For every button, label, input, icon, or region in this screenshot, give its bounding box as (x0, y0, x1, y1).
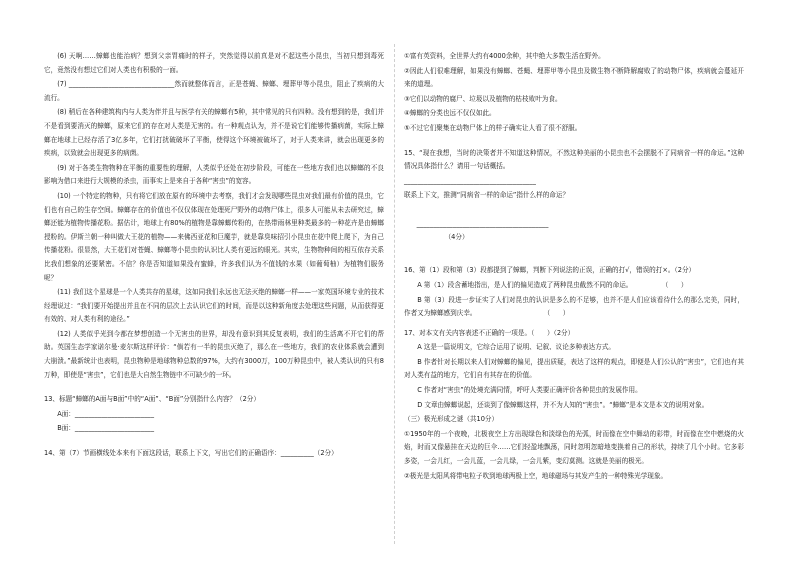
section-3-title: （三）极光形成之谜（共10分） (404, 415, 499, 424)
aurora-paragraph-1: ①1950年的一个夜晚，北极夜空上方出现绿色和淡绿色的光弧，时而像在空中舞动的彩带，时而像在空中燃烧的火焰，时而又像悬挂在天边的巨伞……它们轻盈地飘荡，同时忽明忽暗地变换着自己的形状，持续了几个小时。它多彩多姿，一会儿红，一会儿蓝，一会儿绿，一会儿紫，变幻莫测。这就是美丽的极光。 (404, 429, 744, 466)
sentence-3: ③它们以动物的腐尸、垃圾以及植物的枯枝败叶为食。 (404, 94, 562, 103)
question-13-answer-a: A面：________________________ (57, 409, 155, 418)
sentence-1: ①富有英资料，全世界大约有4000余种，其中绝大多数生活在野外。 (404, 52, 605, 60)
question-16-statement-a: A 第（1）段含蓄地指出，是人们的偏见造成了两种昆虫截然不同的命运。 （ ） (417, 280, 688, 289)
paragraph-6: (6) 天啊……蟑螂也能治病？想到父亲胃痛时的样子，突然觉得以前真是对不起这些小昆虫，当初只想到毒死它，竟然没有想过它们对人类也有积极的一面。 (44, 52, 384, 74)
paragraph-11: (11) 我们这个星球是一个人类共存的星球，这如同我们永远也无法灭绝的蟑螂一样——一家英国环境专业的技术经理说过：“我们要开始提出并且在不同的层次上去认识它们的时间，而是以这种新角度去处理这些问题，从而获得更有效的、对人类有利的途径。” (44, 288, 384, 324)
sentence-4: ④蟑螂的分类也远不仅仅如此。 (404, 109, 496, 118)
aurora-paragraph-2: ②极光是太阳风将带电粒子吹到地球两极上空，地球磁场与其发产生的一种特殊光学现象。 (404, 471, 668, 480)
right-column (404, 50, 744, 484)
question-17: 17、对本文有关内容表述不正确的一项是。（ ）（2分） (404, 328, 575, 337)
paragraph-8: (8) 稍后在各种建筑构内与人类为伴并且与医学有关的蟑螂有5种，其中常见的只有四种。没有想到的是，我们并不是看到要消灭的蟑螂，原来它们的存在对人类是无害的。有一种观点认为，并不是说它们能够传播病菌，实际上蟑螂在地球上已经存活了3亿多年，它们打扰破破坏了平衡，使得这个环境被破坏了，对于人类来讲，就会出现更多的疾病，以致就会出现更多的病菌。 (44, 108, 384, 158)
sentence-2: ②因此人们很难理解，如果没有蟑螂、苍蝇、埋葬甲等小昆虫及微生物不断降解腐败了的动物尸体，疾病就会蔓延开来的道理。 (404, 66, 744, 89)
sentence-5: ⑤不过它们聚集在动物尸体上的样子确实让人看了很不舒服。 (404, 123, 582, 132)
paragraph-10: (10) 一个特定的物种，只有将它们放在原有的环境中去考察，我们才会发现哪些昆虫对我们最有价值的昆虫，它们也有自己的生存空间。蟑螂存在的价值也不仅仅体现在处理死尸野外的动物尸体上，很多人可能从未去研究过，蟑螂还能为植物传播花粉。据估计，地球上有80%的植物是靠蟑螂传粉的，在热带雨林里种类最多的一种花卉是由蟑螂授粉的。伊斯兰朝一种叫做大王花的植物——来佛西亚花和巨魔芋，就是靠臭味招引小昆虫在花中爬上爬下，为自己传播花粉。很显然，大王花们对苍蝇、蟑螂等小昆虫的认识比人类有更远的眼光。其实，生物物种间的相互依存关系比我们想象的还要紧密。不信？你是否知道如果没有蜜蜂，许多我们认为不值钱的水果（如葡萄柚）为植物们服务呢？ (44, 191, 384, 282)
question-15-part-b: 联系上下文，推测“同病省一样的命运”指什么样的命运？ (404, 191, 570, 200)
left-column (44, 50, 384, 462)
question-13-answer-b: B面：________________________ (57, 424, 155, 433)
question-13: 13、标题“蟑螂的A面与B面”中的“A面”、“B面”分别指什么内容？（2分） (44, 395, 260, 404)
paragraph-9: (9) 对于各类生物物种在平衡的重要性的理解，人类似乎还处在初步阶段，可能在一些地方我们也以蟑螂的不良影响为借口来进行大规模的杀虫，而事实上是来自于各种“害虫”的宽容。 (44, 163, 384, 186)
question-17-option-a: A 这是一篇说明文，它综合运用了说明、记叙、议论多种表达方式。 (417, 343, 616, 352)
question-15: 15、“现在我想，当时的决策者并不知道这种情况，不然这种美丽的小昆虫也不会摆脱不了同病省一样的命运。”这种情况具体指什么？请用一句话概括。 (404, 148, 744, 171)
question-15-answer-line: ________________________________________ (404, 176, 536, 185)
question-15-part-b-answer-line (404, 204, 744, 258)
question-16-statement-b: B 第（3）段进一步证实了人们对昆虫的认识是多么的不足够，也并不是人们应该看待什么的那么完美，同时，作者又为蟑螂感到庆幸。 （ ） (404, 295, 744, 318)
paragraph-7: (7) ________________________________然而就整体而言，正是苍蝇、蟑螂、埋葬甲等小昆虫，阻止了疾病的大流行。 (44, 80, 384, 102)
question-15-part-b-line: ________________________________________ (416, 219, 549, 228)
question-17-option-b: B 作者针对长期以来人们对蟑螂的偏见，提出质疑，表达了这样的观点，即便是人们公认的“害虫”，它们也有其对人类有益的地方，它们自有其存在的价值。 (404, 357, 744, 380)
column-divider (394, 44, 395, 544)
question-17-option-c: C 作者对“害虫”的处境充满同情，呼吁人类要正确评价各种昆虫的发展作用。 (417, 386, 642, 395)
question-17-option-d: D 文章由蟑螂说起，还谈到了像蟑螂这样，并不为人知的“害虫”。“蟑螂”是本文是本文的说明对象。 (417, 400, 709, 409)
question-14: 14、第（7）节画横线处本来有下面这段话，联系上下文，写出它们的正确语序：__________（2分） (44, 449, 338, 458)
question-16: 16、第（1）段和第（3）段都提到了蟑螂，判断下列说法的正误，正确的打√，错误的打×。（2分） (404, 266, 696, 275)
question-15-score: （4分） (444, 233, 469, 242)
paragraph-12: (12) 人类似乎光到今都在梦想创造一个无害虫的世界，却没有意识到其反复表明，我们的生活离不开它们的帮助。英国生态学家诺尔曼·麦尔斯这样评价：“倘若有一半的昆虫灭绝了，那么在一些地方，我们的农业体系就会遭到大崩溃。”最新统计也表明，昆虫物种是地球物种总数的97%，大约有3000万，100万种昆虫中，被人类认识的只有8万种，即使是“害虫”，它们也是大自然生物链中不可缺少的一环。 (44, 329, 384, 379)
